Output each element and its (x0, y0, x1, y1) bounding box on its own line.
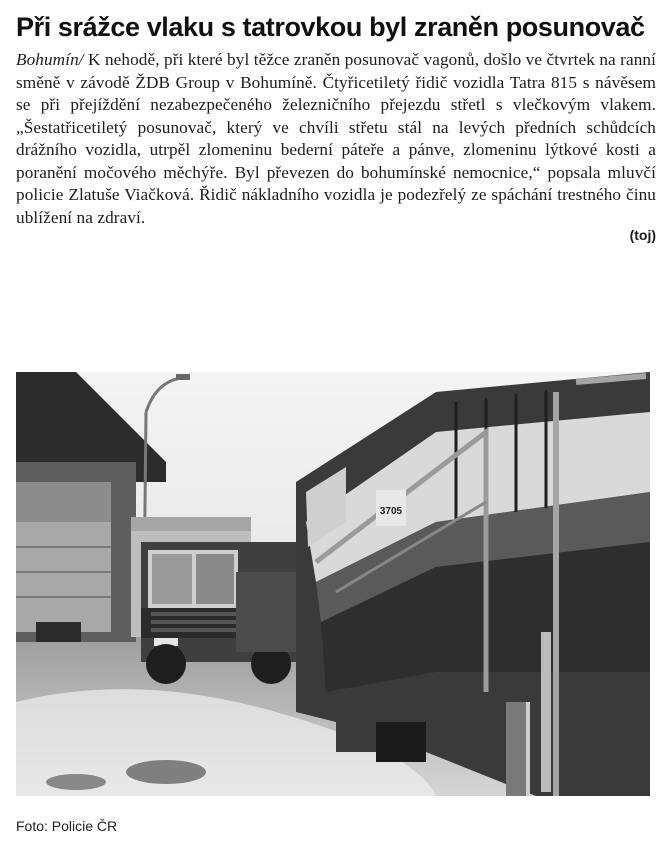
accident-photo (16, 372, 650, 796)
byline: (toj) (629, 227, 656, 243)
article-body (16, 49, 656, 229)
headline: Při srážce vlaku s tatrovkou byl zraněn posunovač (16, 12, 645, 42)
dateline: Bohumín/ (16, 50, 84, 69)
photo-credit: Foto: Policie ČR (16, 818, 118, 834)
news-clipping (16, 12, 656, 245)
loco-number: 3705 (379, 506, 403, 517)
article-text: K nehodě, při které byl těžce zraněn posunovač vagonů, došlo ve čtvrtek na ranní směně v závodě ŽDB Group v Bohumíně. Čtyřicetiletý řidič vozidla Tatra 815 s návěsem se při přejíždění nezabezpečeného železničního přejezdu střetl s vlečkovým vlakem. „Šestatřicetiletý posunovač, který ve chvíli střetu stál na levých předních schůdcích drážního vozidla, utrpěl zlomeninu bederní páteře a pánve, zlomeninu lýtkové kosti a poranění močového měchýře. Byl převezen do bohumínské nemocnice,“ popsala mluvčí policie Zlatuše Viačková. Řidič nákladního vozidla je podezřelý ze spáchání trestného činu ublížení na zdraví. (16, 50, 656, 227)
photo-illustration (16, 372, 650, 796)
byline-row (16, 227, 656, 245)
